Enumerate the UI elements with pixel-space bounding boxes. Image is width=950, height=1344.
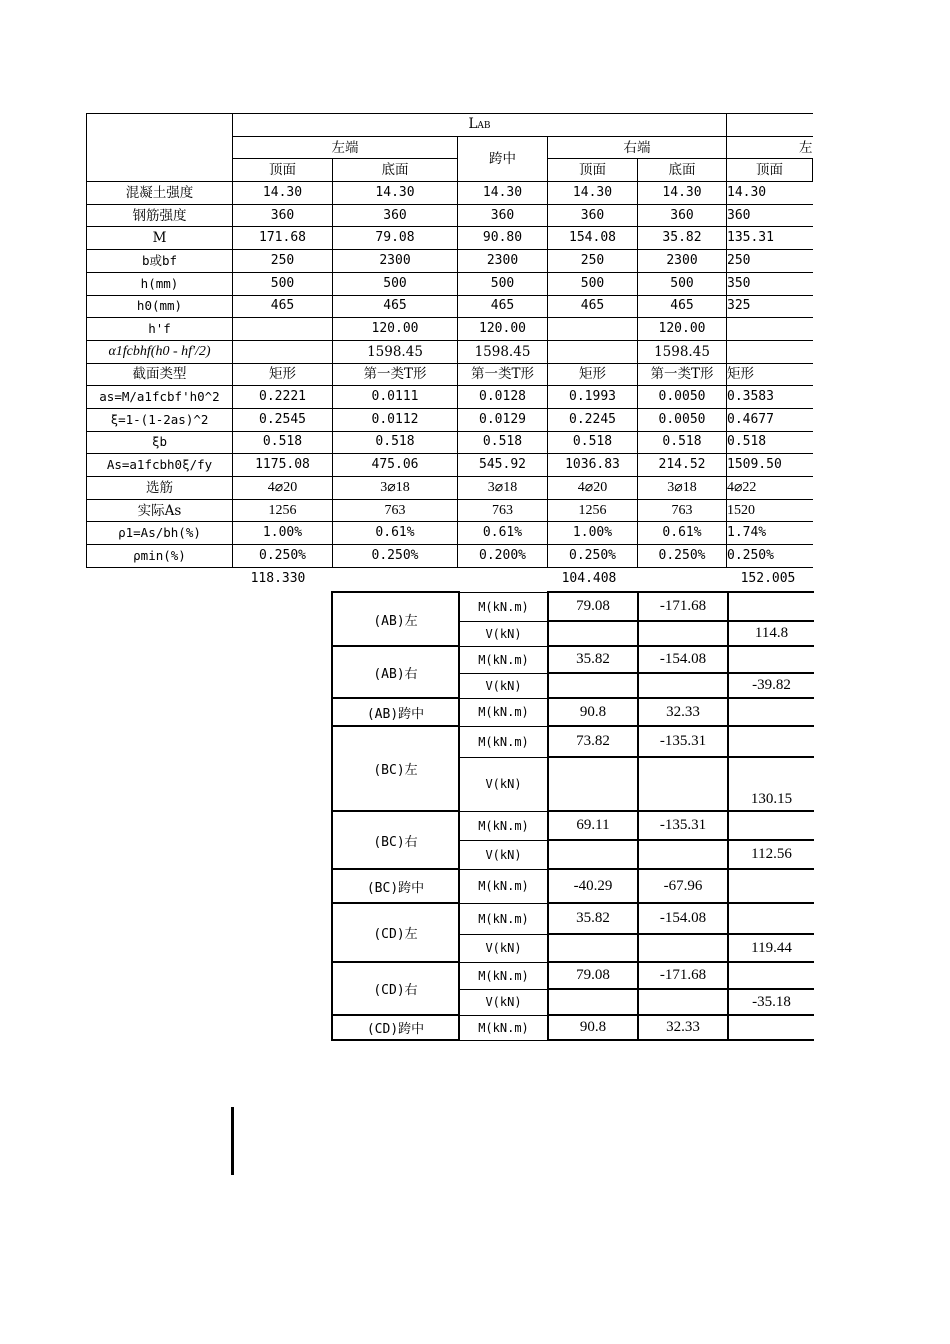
- table-cell: 3⌀18: [638, 477, 727, 500]
- force-value: -35.18: [728, 989, 814, 1015]
- row-label: M: [87, 227, 233, 250]
- force-rows: [332, 592, 814, 1040]
- table-cell: 0.250%: [548, 545, 638, 568]
- table-cell: 465: [548, 295, 638, 318]
- force-value: 32.33: [638, 698, 728, 726]
- col-head: 底面: [333, 159, 458, 182]
- member-name: (BC)右: [332, 811, 459, 869]
- force-value: [548, 621, 638, 646]
- table-row: [87, 227, 813, 250]
- force-kind: M(kN.m): [459, 646, 548, 673]
- row-label: 钢筋强度: [87, 204, 233, 227]
- force-value: [638, 757, 728, 811]
- table-cell: 171.68: [233, 227, 333, 250]
- force-kind: M(kN.m): [459, 869, 548, 903]
- col-head: 顶面: [233, 159, 333, 182]
- col-head: 顶面: [727, 159, 813, 182]
- force-value: [548, 673, 638, 698]
- force-value: [548, 989, 638, 1015]
- table-cell: 250: [233, 250, 333, 273]
- table-cell: 0.2245: [548, 408, 638, 431]
- table-cell: 250: [727, 250, 813, 273]
- table-cell: 763: [638, 499, 727, 522]
- table-cell: 0.61%: [333, 522, 458, 545]
- header-row-span: [87, 114, 813, 137]
- table-cell: 120.00: [333, 318, 458, 341]
- internal-force-table: [331, 591, 814, 1041]
- next-left-end-header: 左: [727, 136, 813, 159]
- table-cell: 0.1993: [548, 386, 638, 409]
- table-cell: 14.30: [333, 182, 458, 205]
- table-row: [87, 408, 813, 431]
- table-cell: 154.08: [548, 227, 638, 250]
- force-value: 35.82: [548, 903, 638, 934]
- table-cell: 500: [548, 272, 638, 295]
- table-row: [87, 250, 813, 273]
- table-cell: 0.3583: [727, 386, 813, 409]
- table-cell: 1036.83: [548, 454, 638, 477]
- table-cell: 0.518: [727, 431, 813, 454]
- table-row: [332, 869, 814, 903]
- table-cell: 0.250%: [727, 545, 813, 568]
- table-cell: 763: [458, 499, 548, 522]
- force-value: [728, 726, 814, 757]
- table-cell: 矩形: [548, 363, 638, 386]
- force-value: 130.15: [728, 757, 814, 811]
- table-row: [87, 340, 813, 363]
- row-label: As=a1fcbh0ξ/fy: [87, 454, 233, 477]
- table-cell: 0.518: [458, 431, 548, 454]
- table-cell: [548, 318, 638, 341]
- force-kind: M(kN.m): [459, 811, 548, 840]
- force-value: [728, 962, 814, 989]
- force-value: 32.33: [638, 1015, 728, 1040]
- table-cell: 214.52: [638, 454, 727, 477]
- force-value: [728, 592, 814, 621]
- force-value: -39.82: [728, 673, 814, 698]
- mid-span-header: 跨中: [458, 136, 548, 181]
- table-cell: 360: [548, 204, 638, 227]
- vertical-divider: [231, 1107, 234, 1175]
- table-row: [332, 962, 814, 989]
- table-cell: 465: [333, 295, 458, 318]
- beam-design-table: [86, 113, 813, 568]
- force-value: 112.56: [728, 840, 814, 869]
- force-kind: V(kN): [459, 757, 548, 811]
- force-value: 90.8: [548, 698, 638, 726]
- member-name: (CD)右: [332, 962, 459, 1015]
- table-cell: 120.00: [458, 318, 548, 341]
- table-cell: 0.0050: [638, 408, 727, 431]
- table-cell: 1.00%: [233, 522, 333, 545]
- table-cell: 475.06: [333, 454, 458, 477]
- table-cell: 0.250%: [233, 545, 333, 568]
- force-value: [728, 1015, 814, 1040]
- force-value: 79.08: [548, 592, 638, 621]
- table-cell: 3⌀18: [458, 477, 548, 500]
- force-kind: M(kN.m): [459, 1015, 548, 1040]
- force-value: 90.8: [548, 1015, 638, 1040]
- force-value: 114.8: [728, 621, 814, 646]
- row-label: b或bf: [87, 250, 233, 273]
- table-cell: 1598.45: [638, 340, 727, 363]
- table-cell: 1256: [233, 499, 333, 522]
- table-cell: [727, 340, 813, 363]
- table-cell: 0.61%: [458, 522, 548, 545]
- table-cell: 2300: [333, 250, 458, 273]
- table-row: [332, 903, 814, 934]
- table-cell: 465: [638, 295, 727, 318]
- table-cell: 360: [458, 204, 548, 227]
- table-row: [87, 295, 813, 318]
- table-cell: 135.31: [727, 227, 813, 250]
- design-rows: [87, 182, 813, 568]
- force-value: -67.96: [638, 869, 728, 903]
- force-kind: M(kN.m): [459, 903, 548, 934]
- table-cell: 14.30: [548, 182, 638, 205]
- table-cell: 3⌀18: [333, 477, 458, 500]
- span-label: LAB: [233, 114, 727, 137]
- force-kind: M(kN.m): [459, 592, 548, 621]
- force-value: -154.08: [638, 903, 728, 934]
- table-row: [87, 363, 813, 386]
- force-kind: V(kN): [459, 934, 548, 962]
- table-row: [332, 646, 814, 673]
- row-label: 混凝土强度: [87, 182, 233, 205]
- force-value: 79.08: [548, 962, 638, 989]
- table-cell: 14.30: [638, 182, 727, 205]
- force-value: -171.68: [638, 592, 728, 621]
- force-kind: V(kN): [459, 673, 548, 698]
- table-cell: 1256: [548, 499, 638, 522]
- table-row: [87, 454, 813, 477]
- row-label: α1fcbhf(h0 - hf'/2): [87, 340, 233, 363]
- table-cell: 325: [727, 295, 813, 318]
- table-cell: 0.0111: [333, 386, 458, 409]
- table-cell: [233, 340, 333, 363]
- table-cell: 79.08: [333, 227, 458, 250]
- table-cell: 465: [233, 295, 333, 318]
- force-value: -154.08: [638, 646, 728, 673]
- member-name: (AB)跨中: [332, 698, 459, 726]
- right-end-header: 右端: [548, 136, 727, 159]
- table-cell: 35.82: [638, 227, 727, 250]
- member-name: (CD)左: [332, 903, 459, 962]
- force-value: [638, 934, 728, 962]
- force-value: [728, 811, 814, 840]
- table-cell: 0.0129: [458, 408, 548, 431]
- table-cell: 0.518: [638, 431, 727, 454]
- table-cell: 1598.45: [333, 340, 458, 363]
- col-head: 顶面: [548, 159, 638, 182]
- table-row: [87, 545, 813, 568]
- table-cell: 4⌀20: [233, 477, 333, 500]
- table-cell: 763: [333, 499, 458, 522]
- table-cell: 第一类T形: [458, 363, 548, 386]
- row-label: ξb: [87, 431, 233, 454]
- table-cell: 500: [638, 272, 727, 295]
- force-value: -40.29: [548, 869, 638, 903]
- table-cell: 0.0050: [638, 386, 727, 409]
- table-cell: 4⌀20: [548, 477, 638, 500]
- force-kind: V(kN): [459, 840, 548, 869]
- table-cell: 0.518: [548, 431, 638, 454]
- table-cell: [727, 318, 813, 341]
- table-row: [87, 522, 813, 545]
- force-value: [638, 621, 728, 646]
- row-label: ρ1=As/bh(%): [87, 522, 233, 545]
- table-cell: 14.30: [233, 182, 333, 205]
- header-corner: [87, 114, 233, 182]
- force-kind: M(kN.m): [459, 698, 548, 726]
- table-cell: 0.4677: [727, 408, 813, 431]
- force-value: 119.44: [728, 934, 814, 962]
- force-value: [638, 840, 728, 869]
- force-value: [638, 673, 728, 698]
- table-cell: 465: [458, 295, 548, 318]
- table-cell: 2300: [458, 250, 548, 273]
- force-value: 69.11: [548, 811, 638, 840]
- table-cell: 0.250%: [638, 545, 727, 568]
- table-cell: 矩形: [233, 363, 333, 386]
- force-kind: V(kN): [459, 989, 548, 1015]
- table-row: [87, 272, 813, 295]
- table-cell: 545.92: [458, 454, 548, 477]
- table-cell: 1509.50: [727, 454, 813, 477]
- table-row: [87, 499, 813, 522]
- table-cell: 350: [727, 272, 813, 295]
- member-name: (CD)跨中: [332, 1015, 459, 1040]
- table-cell: 500: [333, 272, 458, 295]
- force-value: -135.31: [638, 726, 728, 757]
- table-cell: 0.518: [233, 431, 333, 454]
- force-kind: M(kN.m): [459, 962, 548, 989]
- table-row: [87, 182, 813, 205]
- extra-value: 104.408: [561, 571, 617, 586]
- table-cell: 1520: [727, 499, 813, 522]
- force-value: [728, 903, 814, 934]
- table-cell: 360: [233, 204, 333, 227]
- force-value: [548, 757, 638, 811]
- row-label: 选筋: [87, 477, 233, 500]
- table-cell: 2300: [638, 250, 727, 273]
- force-value: [728, 698, 814, 726]
- extra-value: 118.330: [250, 571, 306, 586]
- table-cell: 0.2545: [233, 408, 333, 431]
- table-row: [332, 811, 814, 840]
- row-label: h(mm): [87, 272, 233, 295]
- table-cell: 500: [458, 272, 548, 295]
- table-cell: 0.200%: [458, 545, 548, 568]
- extra-value: 152.005: [740, 571, 796, 586]
- table-row: [332, 592, 814, 621]
- row-label: ξ=1-(1-2as)^2: [87, 408, 233, 431]
- table-cell: 1.00%: [548, 522, 638, 545]
- member-name: (BC)跨中: [332, 869, 459, 903]
- table-cell: 矩形: [727, 363, 813, 386]
- table-cell: 4⌀22: [727, 477, 813, 500]
- force-value: 35.82: [548, 646, 638, 673]
- row-label: 截面类型: [87, 363, 233, 386]
- member-name: (AB)右: [332, 646, 459, 698]
- force-value: [728, 869, 814, 903]
- table-cell: 0.0112: [333, 408, 458, 431]
- row-label: h'f: [87, 318, 233, 341]
- table-cell: 90.80: [458, 227, 548, 250]
- row-label: 实际As: [87, 499, 233, 522]
- table-cell: 360: [727, 204, 813, 227]
- force-value: [548, 840, 638, 869]
- force-kind: M(kN.m): [459, 726, 548, 757]
- table-row: [332, 726, 814, 757]
- row-label: as=M/a1fcbf'h0^2: [87, 386, 233, 409]
- table-row: [87, 431, 813, 454]
- force-value: [638, 989, 728, 1015]
- table-cell: 120.00: [638, 318, 727, 341]
- table-cell: 1.74%: [727, 522, 813, 545]
- table-cell: 250: [548, 250, 638, 273]
- table-row: [87, 318, 813, 341]
- table-cell: 14.30: [458, 182, 548, 205]
- member-name: (AB)左: [332, 592, 459, 646]
- force-kind: V(kN): [459, 621, 548, 646]
- table-cell: 500: [233, 272, 333, 295]
- table-cell: 1175.08: [233, 454, 333, 477]
- table-cell: 0.518: [333, 431, 458, 454]
- table-cell: 1598.45: [458, 340, 548, 363]
- table-cell: 0.61%: [638, 522, 727, 545]
- next-span-cell: [727, 114, 813, 137]
- force-value: -171.68: [638, 962, 728, 989]
- table-cell: 360: [638, 204, 727, 227]
- member-name: (BC)左: [332, 726, 459, 811]
- table-cell: [233, 318, 333, 341]
- table-cell: 0.0128: [458, 386, 548, 409]
- table-cell: 0.250%: [333, 545, 458, 568]
- force-value: [728, 646, 814, 673]
- table-cell: 14.30: [727, 182, 813, 205]
- table-cell: [548, 340, 638, 363]
- table-row: [332, 1015, 814, 1040]
- table-cell: 第一类T形: [333, 363, 458, 386]
- table-cell: 第一类T形: [638, 363, 727, 386]
- row-label: ρmin(%): [87, 545, 233, 568]
- left-end-header: 左端: [233, 136, 458, 159]
- table-row: [332, 698, 814, 726]
- force-value: 73.82: [548, 726, 638, 757]
- table-cell: 360: [333, 204, 458, 227]
- force-value: -135.31: [638, 811, 728, 840]
- col-head: 底面: [638, 159, 727, 182]
- table-row: [87, 477, 813, 500]
- table-row: [87, 386, 813, 409]
- force-value: [548, 934, 638, 962]
- row-label: h0(mm): [87, 295, 233, 318]
- table-row: [87, 204, 813, 227]
- table-cell: 0.2221: [233, 386, 333, 409]
